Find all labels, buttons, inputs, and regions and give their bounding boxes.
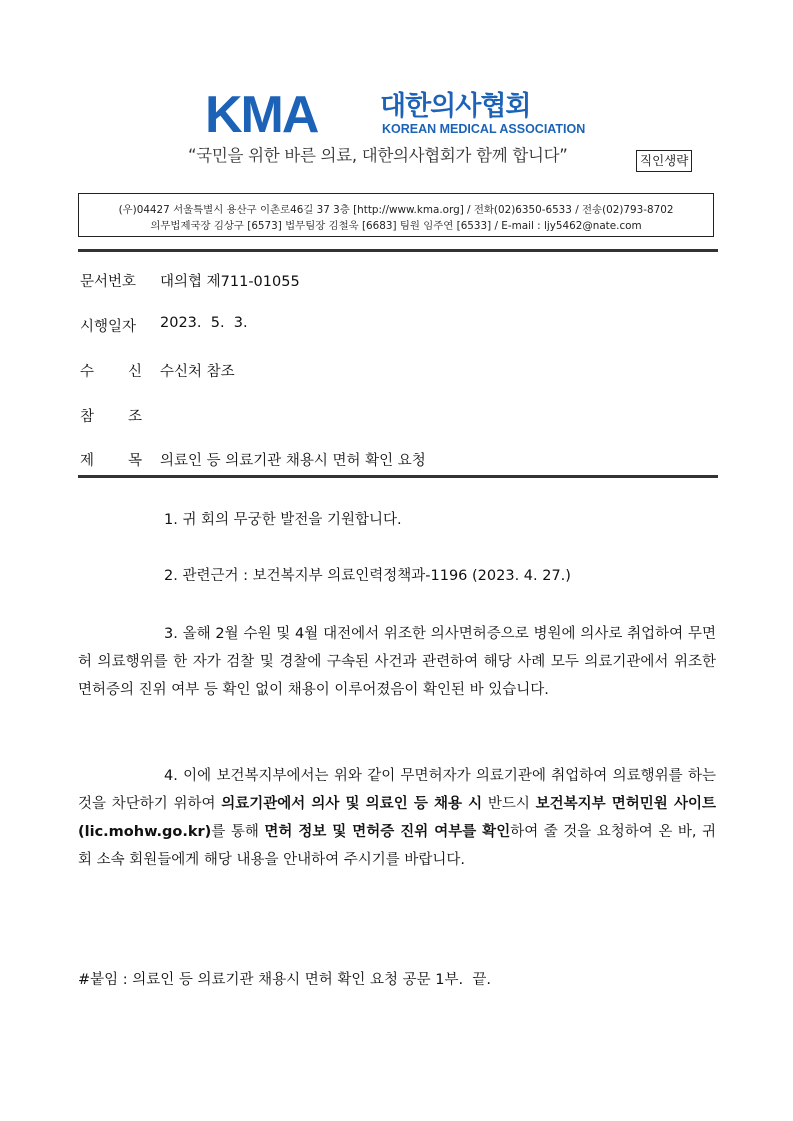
- issue-date: 2023. 5. 3.: [160, 315, 248, 331]
- recipient-label: [80, 360, 142, 381]
- fields-divider: [78, 475, 718, 478]
- kma-logo: [205, 86, 595, 144]
- reference-label: [80, 405, 142, 426]
- doc-number-label: 문서번호: [80, 274, 137, 290]
- logo-letters: KMA: [205, 86, 318, 144]
- recipient: 수신처 참조: [160, 364, 235, 380]
- doc-number: 대의협 제711-01055: [160, 274, 300, 290]
- subject-label: [80, 449, 142, 470]
- recipient-label-char-1: 수: [80, 364, 95, 380]
- paragraph-4-bold-site: 보건복지부 면허민원 사이트(lic.mohw.go.kr): [78, 796, 716, 840]
- header-divider: [78, 249, 718, 252]
- contact-staff-line: 의무법제국장 김상구 [6573] 법무팀장 김철욱 [6683] 팀원 임주연 [6533] / E-mail : ljy5462@nate.com: [150, 220, 642, 232]
- attachment-note: #붙임 : 의료인 등 의료기관 채용시 면허 확인 요청 공문 1부. 끝.: [78, 972, 491, 988]
- subject-label-char-2: 목: [127, 453, 142, 469]
- paragraph-2: 2. 관련근거 : 보건복지부 의료인력정책과-1196 (2023. 4. 27.): [164, 568, 571, 584]
- paragraph-3: 3. 올해 2월 수원 및 4월 대전에서 위조한 의사면허증으로 병원에 의사로 취업하여 무면허 의료행위를 한 자가 검찰 및 경찰에 구속된 사건과 관련하여 해당 사례 모두 의료기관에서 위조한 면허증의 진위 여부 등 확인 없이 채용이 이루어졌음이 확인된 바 있습니다.: [78, 626, 716, 698]
- org-name-english: KOREAN MEDICAL ASSOCIATION: [382, 122, 586, 136]
- slogan: “국민을 위한 바른 의료, 대한의사협회가 함께 합니다”: [188, 146, 568, 165]
- subject: 의료인 등 의료기관 채용시 면허 확인 요청: [160, 453, 426, 469]
- paragraph-4-text-a: 4. 이에 보건복지부에서는 위와 같이 무면허자가 의료기관에 취업하여 의료행위를 하는 것을 차단하기 위하여: [78, 768, 716, 812]
- seal-omitted-stamp: 직인생략: [636, 150, 692, 172]
- reference-label-char-2: 조: [127, 409, 142, 425]
- date-label: 시행일자: [80, 319, 137, 335]
- subject-label-char-1: 제: [80, 453, 95, 469]
- paragraph-4-text-c: 반드시: [482, 796, 536, 812]
- reference-label-char-1: 참: [80, 409, 95, 425]
- paragraph-4-bold-verify: 면허 정보 및 면허증 진위 여부를 확인: [264, 824, 511, 840]
- contact-address-line: (우)04427 서울특별시 용산구 이촌로46길 37 3층 [http://www.kma.org] / 전화(02)6350-6533 / 전송(02)793-8702: [118, 204, 674, 216]
- recipient-label-char-2: 신: [127, 364, 142, 380]
- paragraph-4-text-e: 를 통해: [211, 824, 265, 840]
- paragraph-1: 1. 귀 회의 무궁한 발전을 기원합니다.: [164, 512, 402, 528]
- paragraph-4-bold-hiring: 의료기관에서 의사 및 의료인 등 채용 시: [221, 796, 483, 812]
- org-name-korean: 대한의사협회: [380, 91, 531, 122]
- contact-box: [78, 193, 714, 237]
- paragraph-4: [78, 762, 716, 874]
- paragraph-4-text-g: 하여 줄 것을 요청하여 온 바, 귀 회 소속 회원들에게 해당 내용을 안내하여 주시기를 바랍니다.: [78, 824, 716, 868]
